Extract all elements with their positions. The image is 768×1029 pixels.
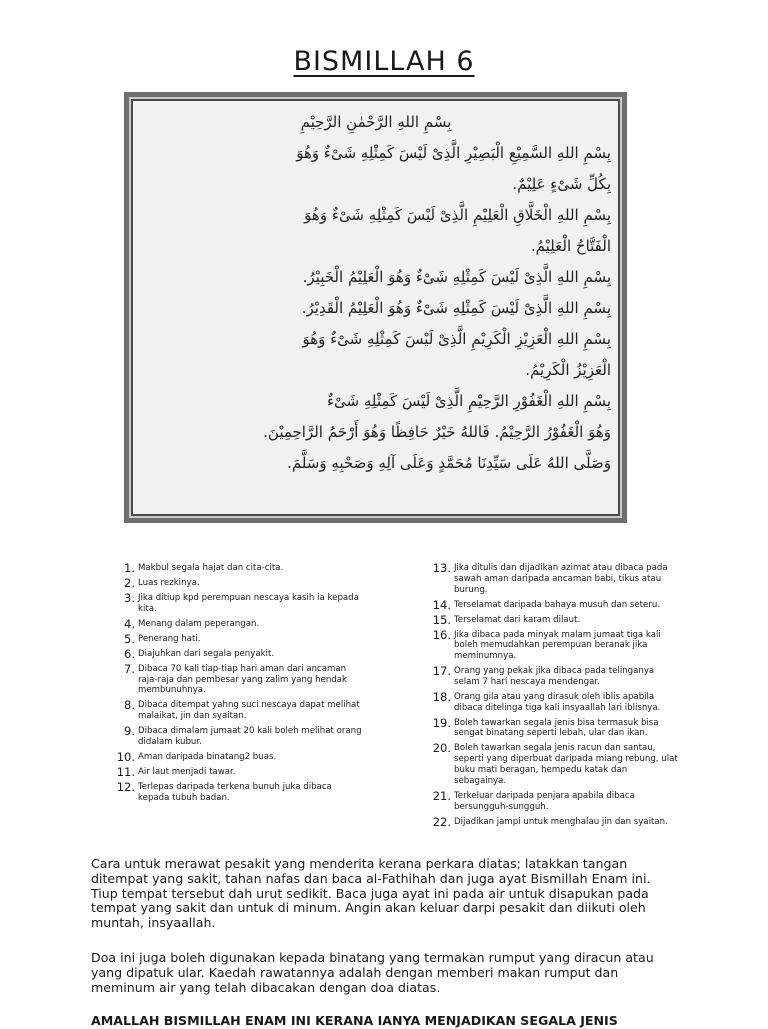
list-text: Orang yang pekak jika dibaca pada telinganya selam 7 hari nescaya mendengar. — [454, 666, 655, 687]
list-item — [112, 563, 362, 574]
list-number: 15. — [432, 612, 451, 627]
list-text: Terkeluar daripada penjara apabila dibaca bersungguh-sungguh. — [454, 790, 635, 812]
list-text: Dibaca ditempat yahng suci nescaya dapat melihat malaikat, jin dan syaitan. — [138, 700, 360, 722]
list-item — [112, 764, 362, 779]
arabic-line: الْعَزِيْزُ الْكَرِيْمُ. — [525, 361, 611, 379]
list-text: Boleh tawarkan segala jenis racun dan santau, seperti yang diperbuat daripada miang rebung, ulat buku mati beragan, hempedu katak dan sebagainya. — [454, 743, 678, 786]
list-item — [428, 788, 678, 813]
list-number: 12. — [116, 779, 135, 794]
page-title: BISMILLAH 6 — [293, 46, 475, 77]
list-item — [428, 689, 678, 714]
list-text: Menang dalam peperangan. — [138, 618, 260, 629]
list-item — [112, 631, 362, 646]
list-text: Jika ditiup kpd perempuan nescaya kasih ia kepada kita. — [138, 592, 359, 614]
list-number: 22. — [432, 814, 451, 829]
list-number: 7. — [124, 661, 135, 676]
arabic-line: بِسْمِ اللهِ الَّذِىْ لَيْسَ كَمِثْلِهِ شَىْءٌ وَهُوَ الْعَلِيْمُ الْقَدِيْرُ. — [301, 299, 611, 317]
arabic-line: بِسْمِ اللهِ الْعَزِيْزِ الْكَرِيْمِ الَّذِىْ لَيْسَ كَمِثْلِهِ شَىْءٌ وَهُوَ — [302, 330, 611, 348]
treatment-paragraph: Cara untuk merawat pesakit yang menderita kerana perkara diatas; latakkan tangan ditempat yang sakit, tahan nafas dan baca al-Fathihah dan juga ayat Bismillah Enam ini. Tiup tempat tersebut dah urut sedikit. Baca juga ayat ini pada air untuk disapukan pada tempat yang sakit dan untuk di minum. Angin akan keluar darpi pesakit dan diikuti oleh muntah, insyaallah. — [91, 856, 651, 931]
list-number: 16. — [432, 627, 451, 642]
arabic-line: بِسْمِ اللهِ السَّمِيْعِ الْبَصِيْرِ الَّذِىْ لَيْسَ كَمِثْلِهِ شَىْءٌ وَهُوَ — [296, 144, 611, 162]
list-number: 2. — [124, 575, 135, 590]
benefits-list-right — [428, 563, 678, 832]
list-text: Jika ditulis dan dijadikan azimat atau dibaca pada sawah aman daripada ancaman babi, tikus atau burung. — [454, 563, 668, 595]
arabic-text-frame — [124, 92, 627, 523]
list-text: Dibaca 70 kali tiap-tiap hari aman dari ancaman raja-raja dan pembesar yang zalim yang hendak membunuhnya. — [138, 663, 348, 696]
list-number: 19. — [432, 715, 451, 730]
list-item — [112, 726, 362, 748]
list-number: 1. — [124, 561, 135, 575]
benefits-list-left — [112, 563, 362, 808]
list-text: Orang gila atau yang dirasuk oleh iblis apabila dibaca ditelinga tiga kali insyaallah lari iblisnya. — [454, 691, 661, 713]
list-item — [428, 814, 678, 829]
list-item — [428, 743, 678, 786]
arabic-line: بِسْمِ اللهِ الْخَلَّاقِ الْعَلِيْمِ الَّذِىْ لَيْسَ كَمِثْلِهِ شَىْءٌ وَهُوَ — [304, 206, 611, 224]
list-text: Diajuhkan dari segala penyakit. — [138, 648, 275, 659]
list-number: 6. — [124, 646, 135, 661]
list-item — [112, 661, 362, 696]
list-text: Aman daripada binatang2 buas. — [138, 751, 277, 762]
list-item — [112, 749, 362, 764]
list-text: Penerang hati. — [138, 633, 201, 644]
list-item — [112, 616, 362, 631]
list-number: 13. — [432, 561, 451, 575]
list-item — [428, 612, 678, 627]
list-number: 17. — [432, 664, 451, 679]
list-item — [428, 597, 678, 612]
list-item — [112, 590, 362, 615]
list-text: Dijadikan jampi untuk menghalau jin dan syaitan. — [454, 816, 668, 827]
list-item — [112, 646, 362, 661]
list-item — [428, 666, 678, 688]
list-text: Jika dibaca pada minyak malam jumaat tiga kali boleh memudahkan perempuan beranak jika meminumnya. — [454, 629, 661, 662]
list-number: 4. — [124, 616, 135, 631]
arabic-line: بِسْمِ اللهِ الرَّحْمٰنِ الرَّحِيْمِ — [300, 113, 452, 131]
list-text: Makbul segala hajat dan cita-cita. — [138, 563, 284, 573]
list-number: 9. — [124, 724, 135, 739]
arabic-line: بِسْمِ اللهِ الْغَفُوْرِ الرَّحِيْمِ الَّذِىْ لَيْسَ كَمِثْلِهِ شَىْءٌ — [326, 392, 611, 410]
list-number: 3. — [124, 590, 135, 605]
list-item — [428, 715, 678, 740]
arabic-line: بِكُلِّ شَىْءٍ عَلِيْمٌ. — [512, 175, 611, 193]
list-number: 10. — [116, 749, 135, 764]
arabic-line: بِسْمِ اللهِ الَّذِىْ لَيْسَ كَمِثْلِهِ شَىْءٌ وَهُوَ الْعَلِيْمُ الْخَبِيْرُ. — [302, 268, 611, 286]
list-text: Air laut menjadi tawar. — [138, 766, 236, 777]
list-number: 8. — [124, 698, 135, 713]
list-number: 20. — [432, 741, 451, 756]
arabic-line: وَصَلَّى اللهُ عَلَى سَيِّدِنَا مُحَمَّدٍ وَعَلَى آلِهِ وَصَحْبِهِ وَسَلَّمَ. — [287, 454, 611, 472]
animal-paragraph: Doa ini juga boleh digunakan kepada binatang yang termakan rumput yang diracun atau yang dipatuk ular. Kaedah rawatannya adalah dengan memberi makan rumput dan meminum air yang telah dibacakan dengan doa diatas. — [91, 950, 654, 995]
closing-heading: AMALLAH BISMILLAH ENAM INI KERANA IANYA MENJADIKAN SEGALA JENIS — [91, 1014, 618, 1028]
list-number: 18. — [432, 689, 451, 704]
list-number: 11. — [116, 764, 135, 779]
list-number: 14. — [432, 597, 451, 612]
list-number: 5. — [124, 631, 135, 646]
list-text: Luas rezkinya. — [138, 577, 200, 588]
list-item — [428, 627, 678, 662]
list-item — [112, 700, 362, 722]
arabic-prayer-text — [141, 107, 611, 509]
list-text: Terlepas daripada terkena bunuh juka dibaca kepada tubuh badan. — [138, 781, 332, 803]
arabic-line: وَهُوَ الْغَفُوْرُ الرَّحِيْمُ. فَاللهُ خَيْرٌ حَافِظًا وَهُوَ أَرْحَمُ الرَّاحِمِيْنَ. — [263, 423, 611, 441]
list-text: Boleh tawarkan segala jenis bisa termasuk bisa sengat binatang seperti lebah, ular dan ikan. — [454, 717, 659, 739]
list-text: Terselamat daripada bahaya musuh dan seteru. — [454, 599, 661, 610]
list-item — [428, 563, 678, 595]
list-item — [112, 779, 362, 804]
list-number: 21. — [432, 788, 451, 803]
list-item — [112, 575, 362, 590]
list-text: Terselamat dari karam dilaut. — [454, 614, 581, 625]
list-text: Dibaca dimalam jumaat 20 kali boleh melihat orang didalam kubur. — [138, 726, 362, 747]
arabic-line: الْفَتَّاحُ الْعَلِيْمُ. — [530, 237, 611, 255]
